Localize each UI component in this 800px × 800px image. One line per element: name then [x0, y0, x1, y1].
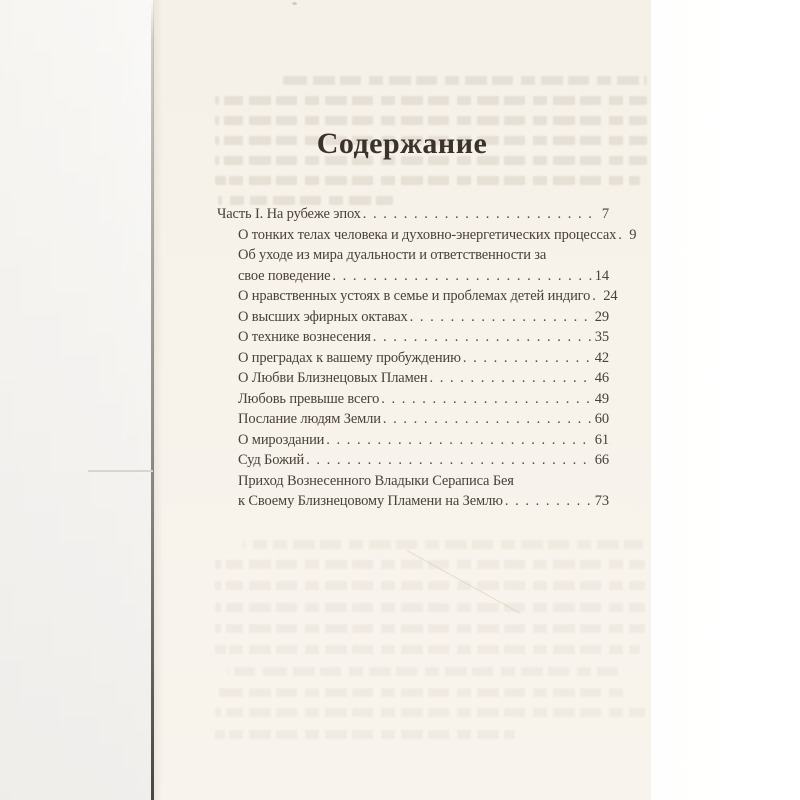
bleed-through-line: [215, 645, 640, 654]
page-title: Содержание: [316, 127, 488, 160]
book-page: [153, 0, 651, 800]
toc-leader-dots: [505, 491, 592, 512]
toc-page-number: 9: [629, 226, 637, 243]
page-left-edge: [151, 0, 154, 800]
toc-entry: [217, 245, 609, 266]
toc-entry: [217, 450, 609, 471]
toc-entry-label: О Любви Близнецовых Пламен: [238, 370, 428, 386]
bleed-through-line: [215, 581, 645, 590]
margin-artifact-line: [88, 470, 153, 472]
toc-page-number: 42: [594, 349, 609, 366]
toc-entry: [217, 204, 609, 225]
toc-page-number: 24: [603, 288, 618, 304]
bleed-through-line: [243, 540, 643, 549]
photo-left-margin: [0, 0, 153, 800]
toc-page-number: 7: [601, 206, 609, 222]
toc-page-number: 61: [594, 431, 609, 448]
bleed-through-line: [215, 176, 640, 185]
toc-page-number: 46: [594, 370, 609, 386]
toc-leader-dots: [373, 327, 592, 348]
toc-entry-label: Послание людям Земли: [238, 411, 381, 427]
toc-leader-dots: [363, 204, 599, 225]
toc-entry-label: Суд Божий: [238, 452, 305, 468]
bleed-through-line: [215, 116, 647, 125]
toc-leader-dots: [381, 389, 592, 410]
toc-entry-label: О преградах к вашему пробуждению: [238, 349, 461, 366]
bleed-through-line: [215, 708, 645, 717]
dust-speck: [292, 2, 297, 5]
toc-entry-label: Приход Вознесенного Владыки Сераписа Бея: [238, 472, 514, 489]
toc-entry: [217, 266, 609, 287]
toc-page-number: 49: [594, 390, 609, 407]
toc-entry-label: Любовь превыше всего: [238, 390, 380, 407]
toc-entry: [217, 491, 609, 512]
toc-entry-label: О тонких телах человека и духовно-энергетических процессах: [238, 226, 617, 243]
toc-entry: [217, 286, 618, 307]
toc-entry: [217, 368, 609, 389]
toc-entry: [217, 327, 609, 348]
bleed-through-line: [215, 603, 645, 612]
bleed-through-line: [215, 624, 645, 633]
toc-entry: [217, 389, 609, 410]
toc-leader-dots: [332, 266, 591, 287]
bleed-through-line: [228, 667, 618, 676]
toc-entry-label: О технике вознесения: [238, 329, 371, 345]
toc-page-number: 60: [594, 411, 609, 427]
toc-leader-dots: [463, 348, 592, 369]
toc-leader-dots: [410, 307, 592, 328]
table-of-contents: [217, 204, 637, 512]
toc-leader-dots: [383, 409, 592, 430]
bleed-through-line: [215, 688, 625, 697]
toc-page-number: 73: [594, 493, 609, 509]
toc-entry-label: Часть I. На рубеже эпох: [217, 206, 361, 222]
bleed-through-line: [215, 560, 645, 569]
toc-leader-dots: [326, 430, 592, 451]
bleed-through-line: [283, 76, 647, 85]
toc-page-number: 35: [594, 329, 609, 345]
toc-entry: [217, 409, 609, 430]
toc-leader-dots: [430, 368, 592, 389]
toc-entry-label: Об уходе из мира дуальности и ответственности за: [238, 247, 547, 263]
toc-entry-label: О мироздании: [238, 431, 325, 448]
bleed-through-line: [215, 96, 647, 105]
toc-leader-dots: [592, 286, 600, 307]
toc-leader-dots: [618, 225, 626, 246]
toc-entry: [217, 471, 609, 492]
bleed-through-line: [215, 730, 515, 739]
toc-page-number: 14: [594, 267, 609, 284]
toc-page-number: 29: [594, 308, 609, 325]
toc-entry-label: к Своему Близнецовому Пламени на Землю: [238, 493, 503, 509]
toc-entry-label: О нравственных устоях в семье и проблемах детей индиго: [238, 288, 591, 304]
toc-entry-label: свое поведение: [238, 267, 331, 284]
toc-entry: [217, 430, 609, 451]
toc-entry: [217, 348, 609, 369]
toc-entry-label: О высших эфирных октавах: [238, 308, 408, 325]
toc-entry: [217, 307, 609, 328]
toc-page-number: 66: [594, 452, 609, 468]
toc-leader-dots: [306, 450, 592, 471]
toc-entry: [217, 225, 637, 246]
